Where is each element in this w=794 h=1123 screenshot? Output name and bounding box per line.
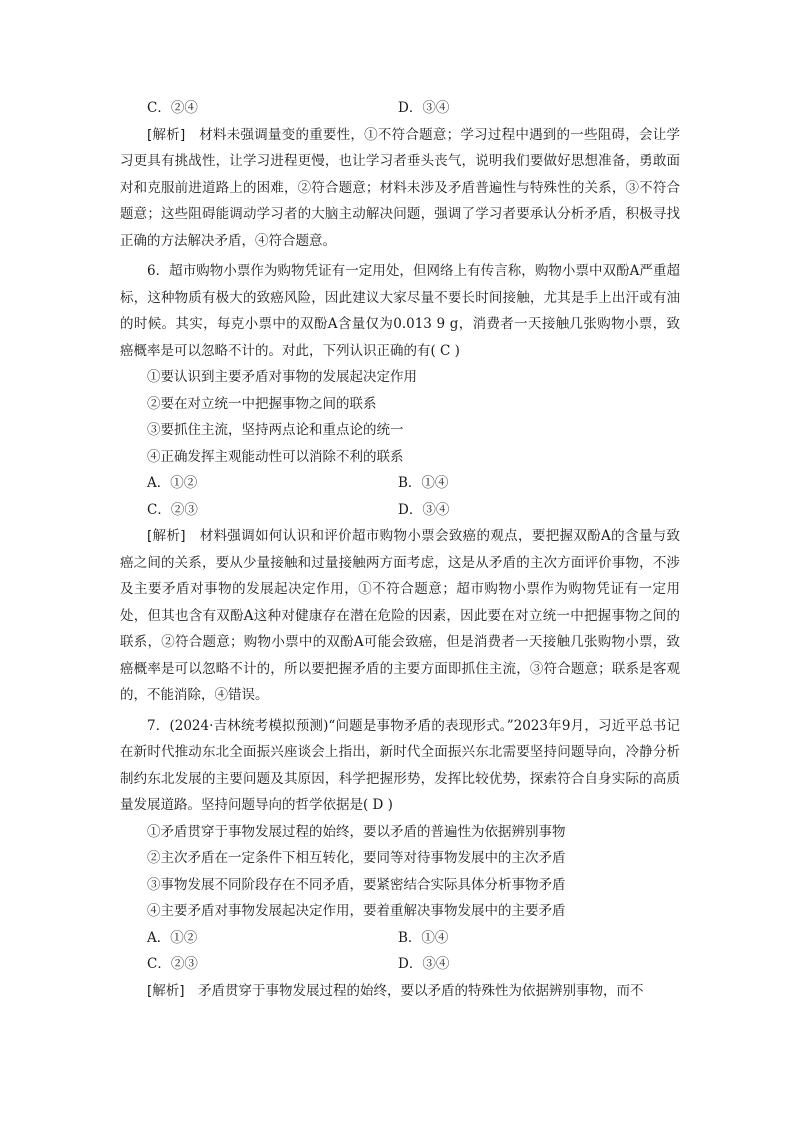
q7-item-4: ④主要矛盾对事物发展起决定作用，要着重解决事物发展中的主要矛盾 [147,903,566,919]
analysis-text: 材料强调如何认识和评价超市购物小票会致癌的观点，要把握双酚A的含量与致癌之间的关系，要从少量接触和过量接触两方面考虑，这是从矛盾的主次方面评价事物，不涉及主要矛盾对事物的发展起决定作用，①不符合题意；超市购物小票作为购物凭证有一定用处，但其也含有双酚A这种对健康存在潜在危险的因素，因此要在对立统一中把握事物之间的联系，②符合题意；购物小票中的双酚A可能会致癌，但是消费者一天接触几张购物小票，致癌概率是可以忽略不计的，所以要把握矛盾的主要方面即抓住主流，③符合题意；联系是客观的，不能消除，④错误。 [120,528,680,703]
q7-stem: 7．(2024·吉林统考模拟预测)“问题是事物矛盾的表现形式。”2023年9月，习近平总书记在新时代推动东北全面振兴座谈会上指出，新时代全面振兴东北需要坚持问题导向，冷静分析制约东北发展的主要问题及其原因，科学把握形势，发挥比较优势，探索符合自身实际的高质量发展道路。坚持问题导向的哲学依据是( D ) [120,717,680,813]
document-page [120,95,680,1004]
q7-analysis [120,978,680,1005]
option-c: C．②③ [147,956,198,972]
q7-options-row-2 [120,951,680,978]
q6-stem: 6．超市购物小票作为购物凭证有一定用处，但网络上有传言称，购物小票中双酚A严重超标，这种物质有极大的致癌风险，因此建议大家尽量不要长时间接触，尤其是手上出汗或有油的时候。其实，每克小票中的双酚A含量仅为0.013 9 g，消费者一天接触几张购物小票，致癌概率是可以忽略不计的。对此，下列认识正确的有( C ) [120,263,680,359]
analysis-text: 矛盾贯穿于事物发展过程的始终，要以矛盾的特殊性为依据辨别事物，而不 [184,982,644,999]
option-d: D．③④ [398,956,450,972]
option-b: B．①④ [398,929,449,946]
q7-item-2: ②主次矛盾在一定条件下相互转化，要同等对待事物发展中的主次矛盾 [147,850,566,866]
option-d: D．③④ [398,100,450,116]
option-b: B．①④ [398,475,449,491]
option-a: A．①② [147,929,198,946]
analysis-label: [解析] [147,126,186,143]
option-d: D．③④ [398,501,450,518]
q6-item-3: ③要抓住主流，坚持两点论和重点论的统一 [147,422,404,438]
analysis-label: [解析] [147,982,185,999]
analysis-label: [解析] [147,528,186,544]
analysis-text: 材料未强调量变的重要性，①不符合题意；学习过程中遇到的一些阻碍，会让学习更具有挑战性，让学习进程更慢，也让学习者垂头丧气，说明我们要做好思想准备，勇敢面对和克服前进道路上的困难，②符合题意；材料未涉及矛盾普遍性与特殊性的关系，③不符合题意；这些阻碍能调动学习者的大脑主动解决问题，强调了学习者要承认分析矛盾，积极寻找正确的方法解决矛盾，④符合题意。 [120,126,680,249]
option-c: C．②③ [147,501,198,518]
option-a: A．①② [147,475,198,491]
q6-item-2: ②要在对立统一中把握事物之间的联系 [147,395,377,412]
q7-item-1: ①矛盾贯穿于事物发展过程的始终，要以矛盾的普遍性为依据辨别事物 [147,823,566,840]
q6-options-row-2 [120,497,680,524]
q6-analysis [120,523,680,709]
q5-options-row [120,95,680,122]
q7-item-3: ③事物发展不同阶段存在不同矛盾，要紧密结合实际具体分析事物矛盾 [147,876,566,893]
q6-item-4: ④正确发挥主观能动性可以消除不利的联系 [147,448,404,465]
q6-options-row-1 [120,470,680,497]
q5-analysis [120,122,680,255]
option-c: C．②④ [147,100,198,116]
q6-item-1: ①要认识到主要矛盾对事物的发展起决定作用 [147,369,417,385]
q7-options-row-1 [120,925,680,952]
